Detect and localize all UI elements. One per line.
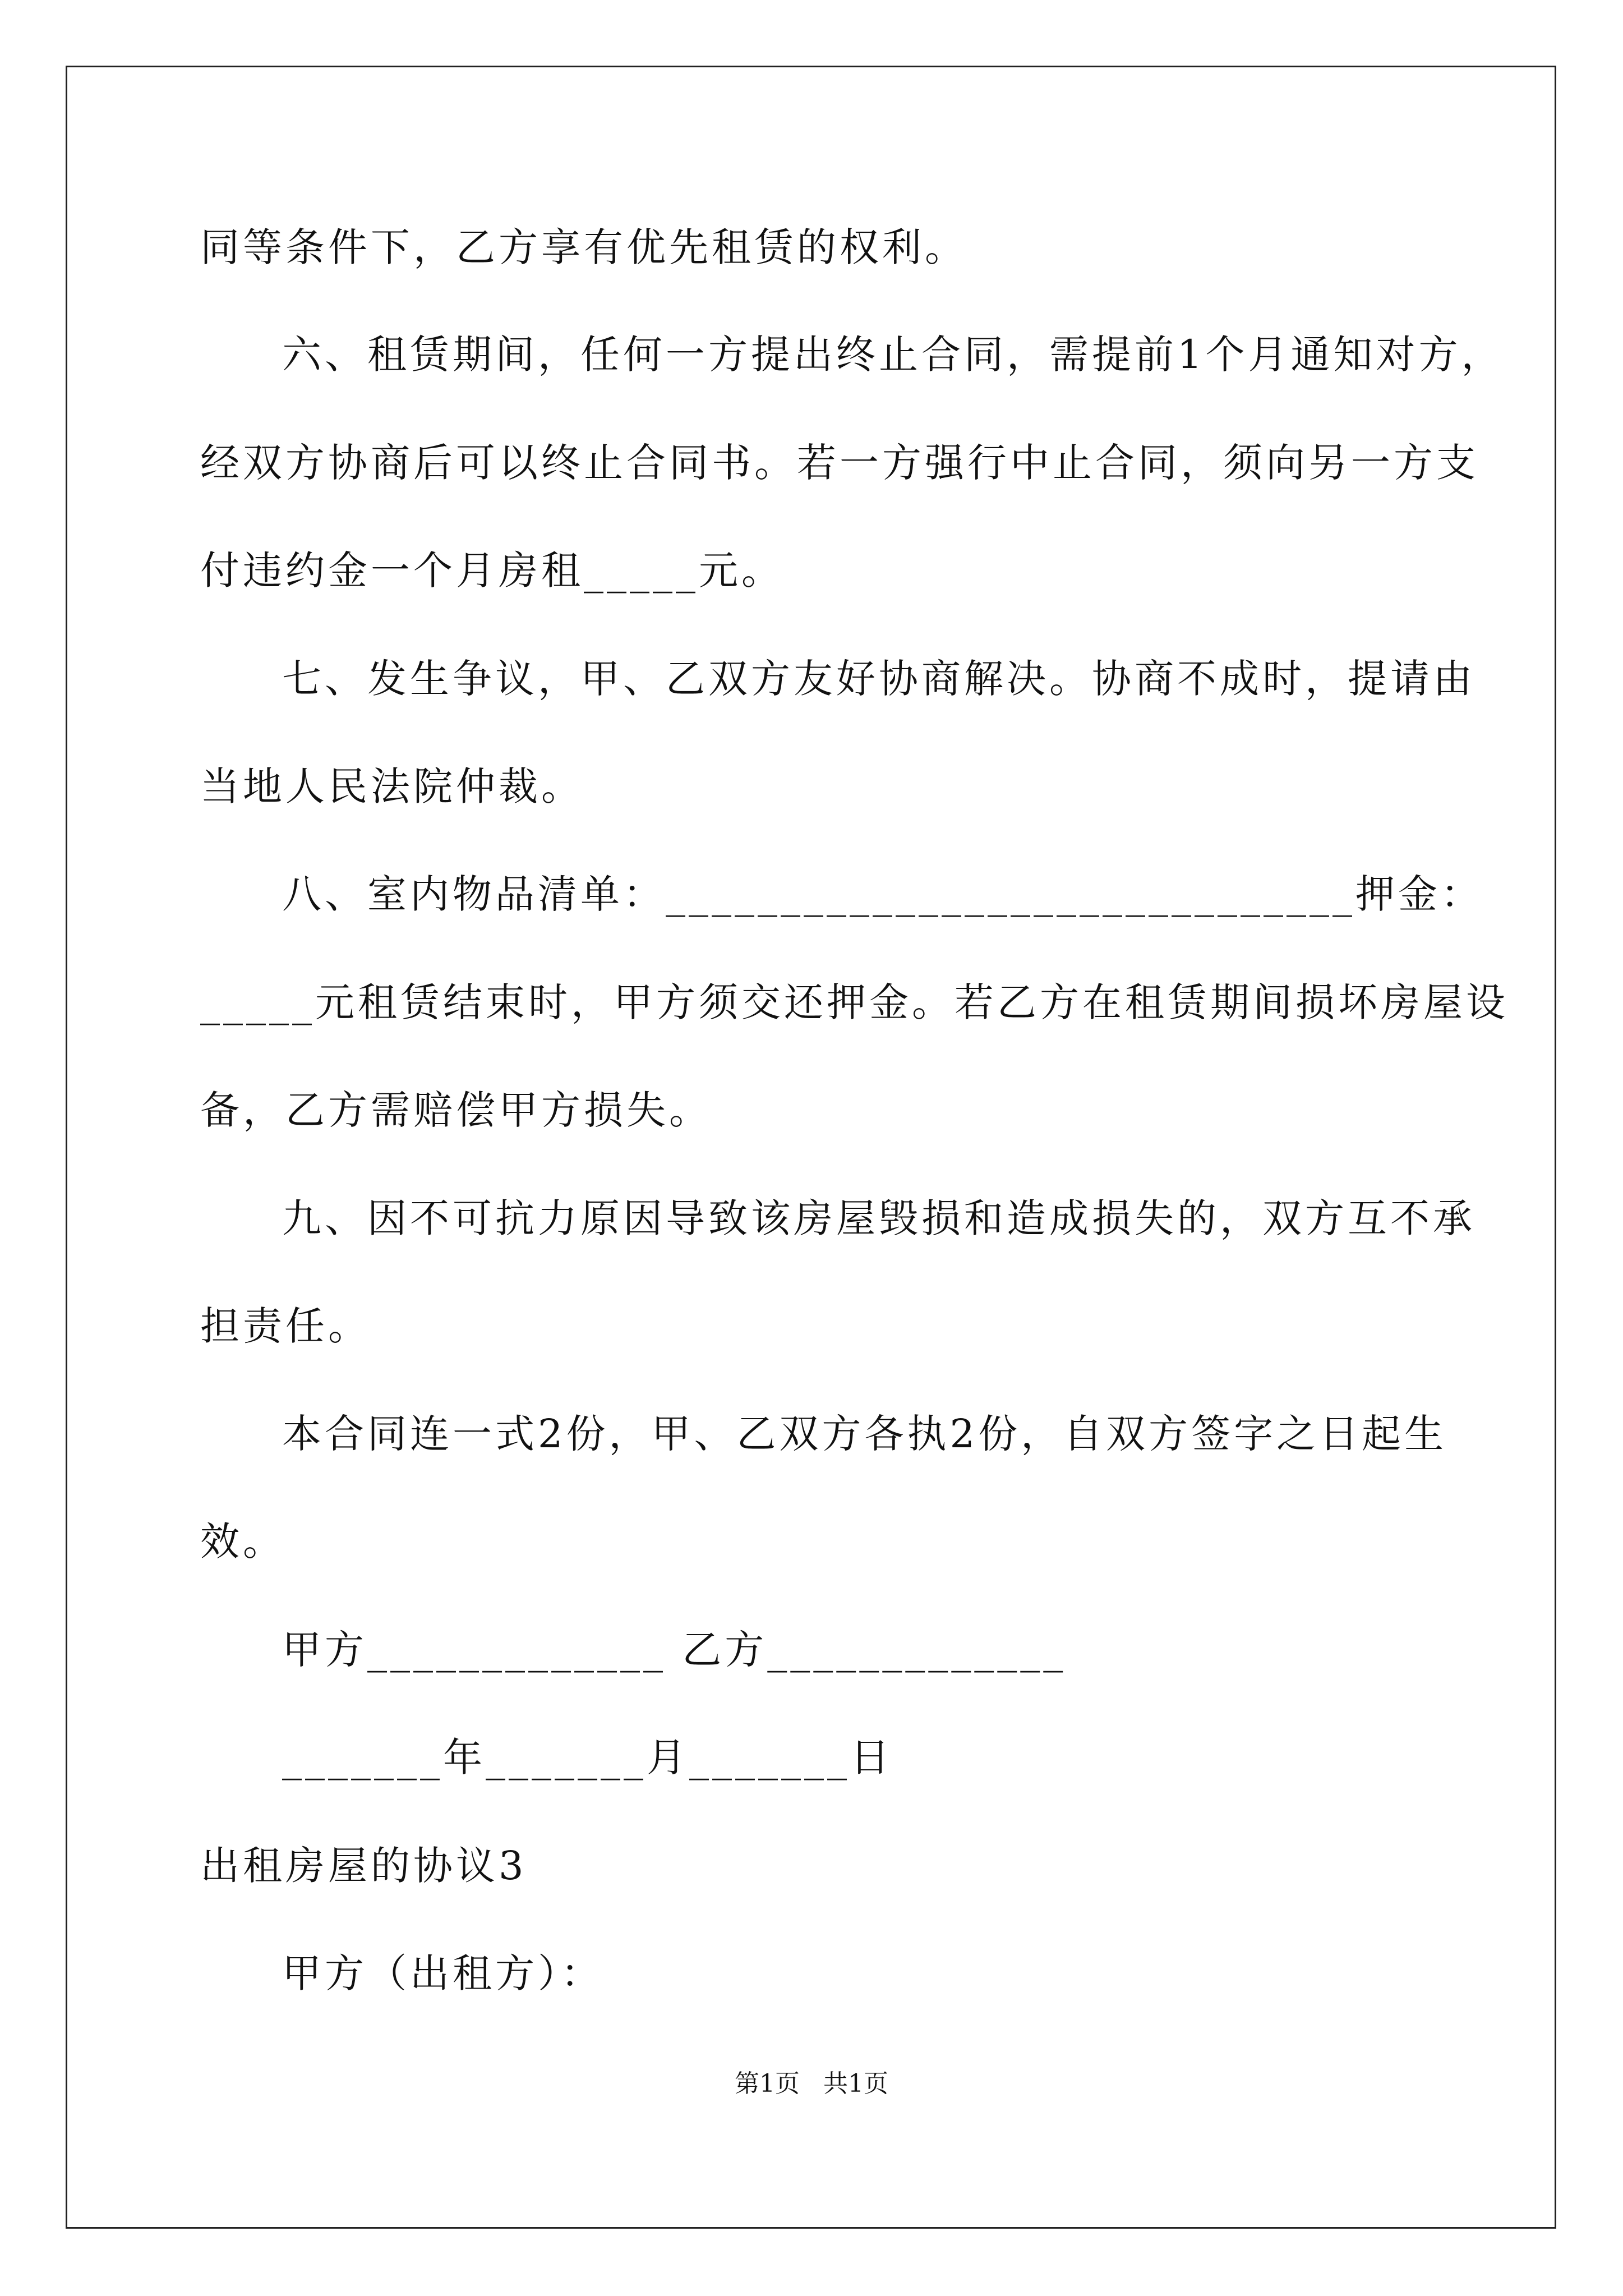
clause-9-line: 九、因不可抗力原因导致该房屋毁损和造成损失的，双方互不承	[282, 1195, 1476, 1241]
copies-clause-line: 本合同连一式2份，甲、乙双方各执2份，自双方签字之日起生	[282, 1411, 1447, 1457]
text-line: 付违约金一个月房租_____元。	[200, 547, 784, 593]
signature-line: 甲方_____________ 乙方_____________	[282, 1627, 1067, 1673]
text-line: 效。	[200, 1519, 285, 1565]
clause-7-line: 七、发生争议，甲、乙双方友好协商解决。协商不成时，提请由	[282, 656, 1476, 702]
text-line: 备，乙方需赔偿甲方损失。	[200, 1087, 712, 1133]
page-footer: 第1页 共1页	[735, 2069, 888, 2098]
clause-6-line: 六、租赁期间，任何一方提出终止合同，需提前1个月通知对方，	[282, 332, 1504, 378]
clause-8-line: 八、室内物品清单：______________________________押金：	[282, 871, 1483, 917]
party-a-line: 甲方（出租方）：	[282, 1950, 603, 1996]
text-line: 当地人民法院仲裁。	[200, 763, 584, 809]
text-line: 担责任。	[200, 1303, 371, 1349]
page-border	[66, 66, 1556, 2229]
date-line: _______年_______月_______日	[282, 1734, 893, 1780]
text-line: _____元租赁结束时，甲方须交还押金。若乙方在租赁期间损坏房屋设	[200, 979, 1509, 1025]
text-line: 经双方协商后可以终止合同书。若一方强行中止合同，须向另一方支	[200, 440, 1479, 486]
text-line: 同等条件下，乙方享有优先租赁的权利。	[200, 224, 967, 270]
section-title: 出租房屋的协议3	[200, 1843, 527, 1889]
